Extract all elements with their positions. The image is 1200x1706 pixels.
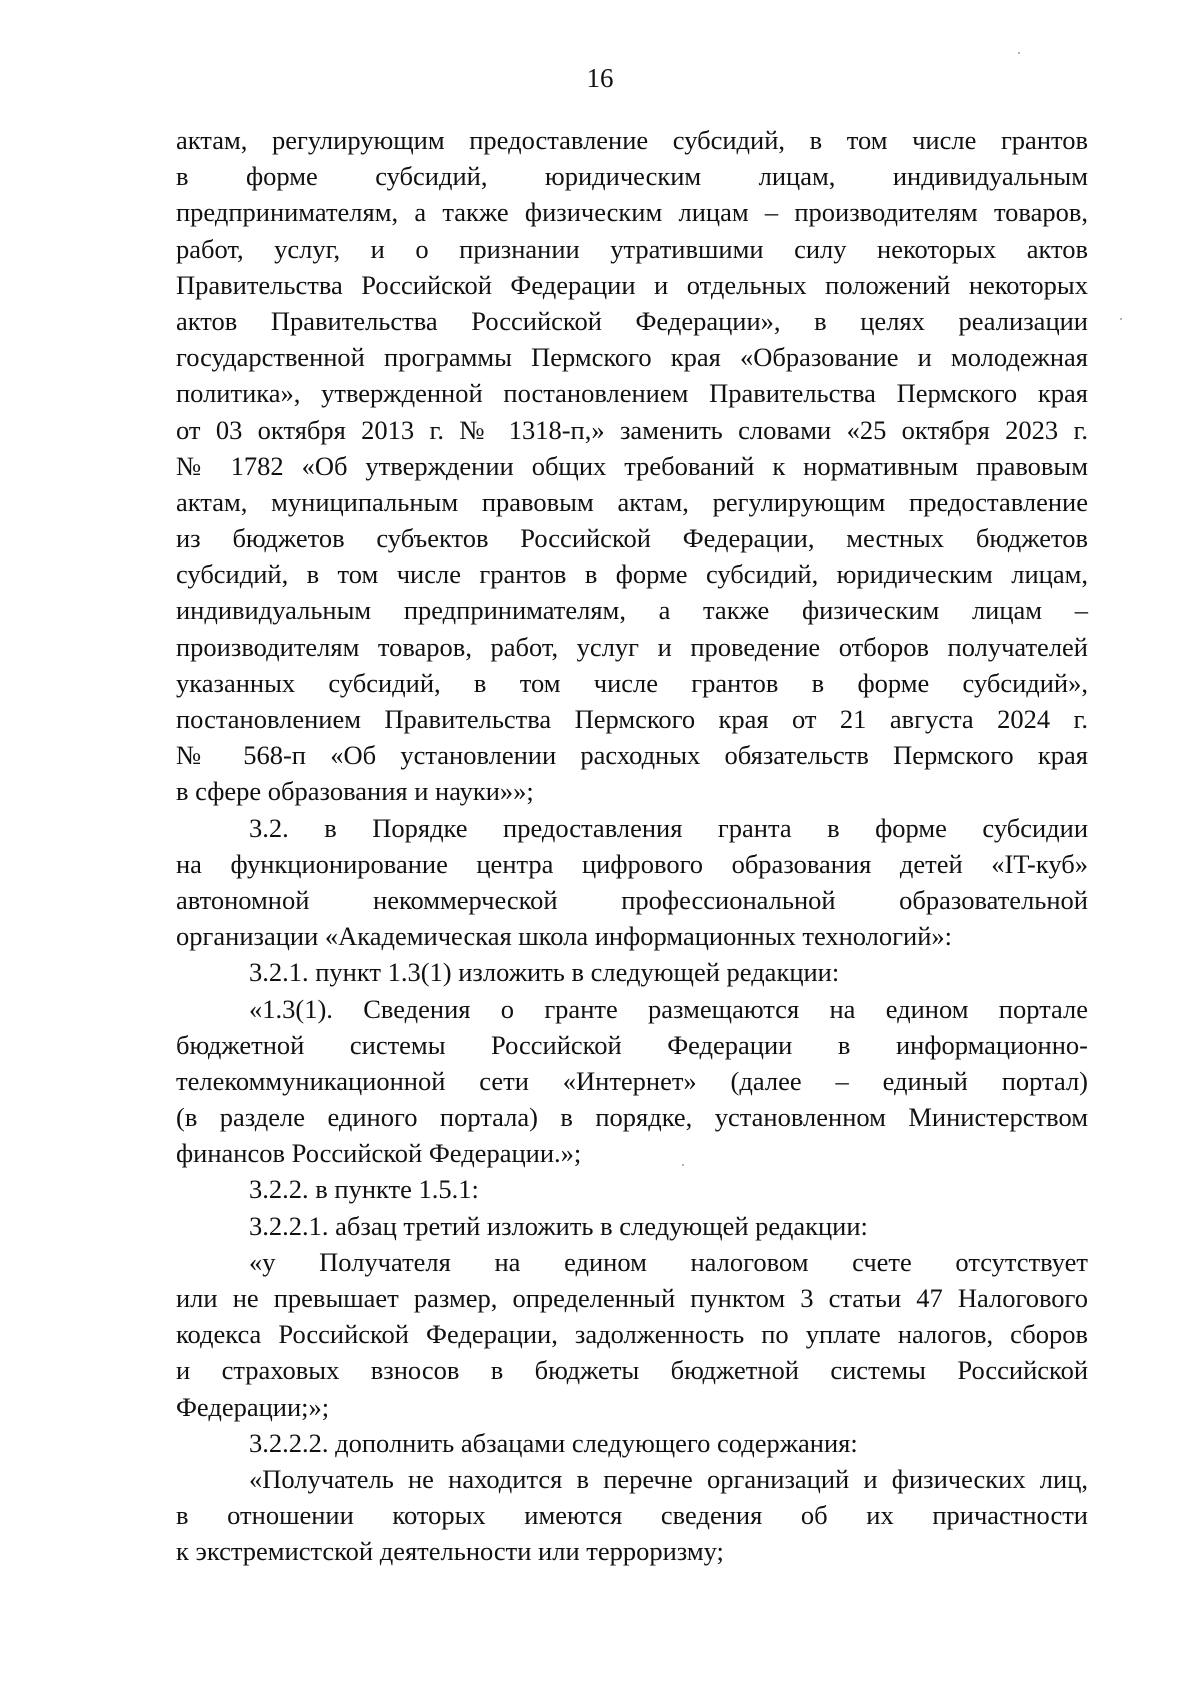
text-line: на функционирование центра цифрового образования детей «IT-куб»: [176, 848, 1088, 879]
text-line: 3.2.2. в пункте 1.5.1:: [249, 1174, 479, 1205]
text-line: (в разделе единого портала) в порядке, установленном Министерством: [176, 1102, 1088, 1133]
text-line: «у Получателя на едином налоговом счете отсутствует: [249, 1246, 1088, 1277]
text-line: 3.2. в Порядке предоставления гранта в форме субсидии: [249, 812, 1088, 843]
text-line: из бюджетов субъектов Российской Федерации, местных бюджетов: [176, 523, 1088, 554]
text-line: 3.2.1. пункт 1.3(1) изложить в следующей редакции:: [249, 957, 840, 988]
text-line: политика», утвержденной постановлением Правительства Пермского края: [176, 378, 1088, 409]
scan-speck: [1018, 52, 1020, 54]
text-line: от 03 октября 2013 г. № 1318-п,» заменить словами «25 октября 2023 г.: [176, 414, 1088, 445]
text-line: Федерации;»;: [176, 1391, 330, 1422]
text-line: финансов Российской Федерации.»;: [176, 1138, 582, 1169]
text-line: предпринимателям, а также физическим лицам – производителям товаров,: [176, 197, 1088, 228]
text-line: 3.2.2.2. дополнить абзацами следующего содержания:: [249, 1427, 858, 1458]
text-line: к экстремистской деятельности или терроризму;: [176, 1536, 724, 1567]
text-line: в сфере образования и науки»»;: [176, 776, 534, 807]
text-line: № 1782 «Об утверждении общих требований к нормативным правовым: [176, 450, 1088, 481]
text-line: 3.2.2.1. абзац третий изложить в следующей редакции:: [249, 1210, 868, 1241]
page-number: 16: [586, 63, 614, 93]
text-line: актам, муниципальным правовым актам, регулирующим предоставление: [176, 486, 1088, 517]
text-line: государственной программы Пермского края «Образование и молодежная: [176, 342, 1088, 373]
text-line: организации «Академическая школа информационных технологий»:: [176, 921, 953, 952]
document-body: [176, 122, 1088, 1570]
text-line: индивидуальным предпринимателям, а также физическим лицам –: [176, 595, 1088, 626]
text-line: Правительства Российской Федерации и отдельных положений некоторых: [176, 269, 1088, 300]
text-line: производителям товаров, работ, услуг и проведение отборов получателей: [176, 631, 1088, 662]
text-line: автономной некоммерческой профессиональной образовательной: [176, 884, 1088, 915]
text-line: № 568-п «Об установлении расходных обязательств Пермского края: [176, 740, 1088, 771]
text-line: «1.3(1). Сведения о гранте размещаются на едином портале: [249, 993, 1088, 1024]
text-line: бюджетной системы Российской Федерации в информационно-: [176, 1029, 1088, 1060]
text-line: указанных субсидий, в том числе грантов в форме субсидий»,: [176, 667, 1088, 698]
text-line: актам, регулирующим предоставление субсидий, в том числе грантов: [176, 125, 1088, 155]
text-line: в отношении которых имеются сведения об их причастности: [176, 1500, 1088, 1531]
text-line: и страховых взносов в бюджеты бюджетной системы Российской: [176, 1355, 1088, 1386]
text-line: кодекса Российской Федерации, задолженность по уплате налогов, сборов: [176, 1319, 1088, 1350]
text-line: «Получатель не находится в перечне организаций и физических лиц,: [249, 1463, 1088, 1494]
text-line: актов Правительства Российской Федерации», в целях реализации: [176, 305, 1088, 336]
text-line: субсидий, в том числе грантов в форме субсидий, юридическим лицам,: [176, 559, 1088, 590]
text-line: телекоммуникационной сети «Интернет» (далее – единый портал): [176, 1065, 1088, 1096]
text-line: постановлением Правительства Пермского края от 21 августа 2024 г.: [176, 704, 1088, 734]
text-line: работ, услуг, и о признании утратившими силу некоторых актов: [176, 233, 1088, 264]
text-line: в форме субсидий, юридическим лицам, индивидуальным: [176, 161, 1088, 192]
scan-speck: [1120, 318, 1122, 320]
text-line: или не превышает размер, определенный пунктом 3 статьи 47 Налогового: [176, 1283, 1088, 1313]
scan-speck: [682, 1164, 684, 1166]
